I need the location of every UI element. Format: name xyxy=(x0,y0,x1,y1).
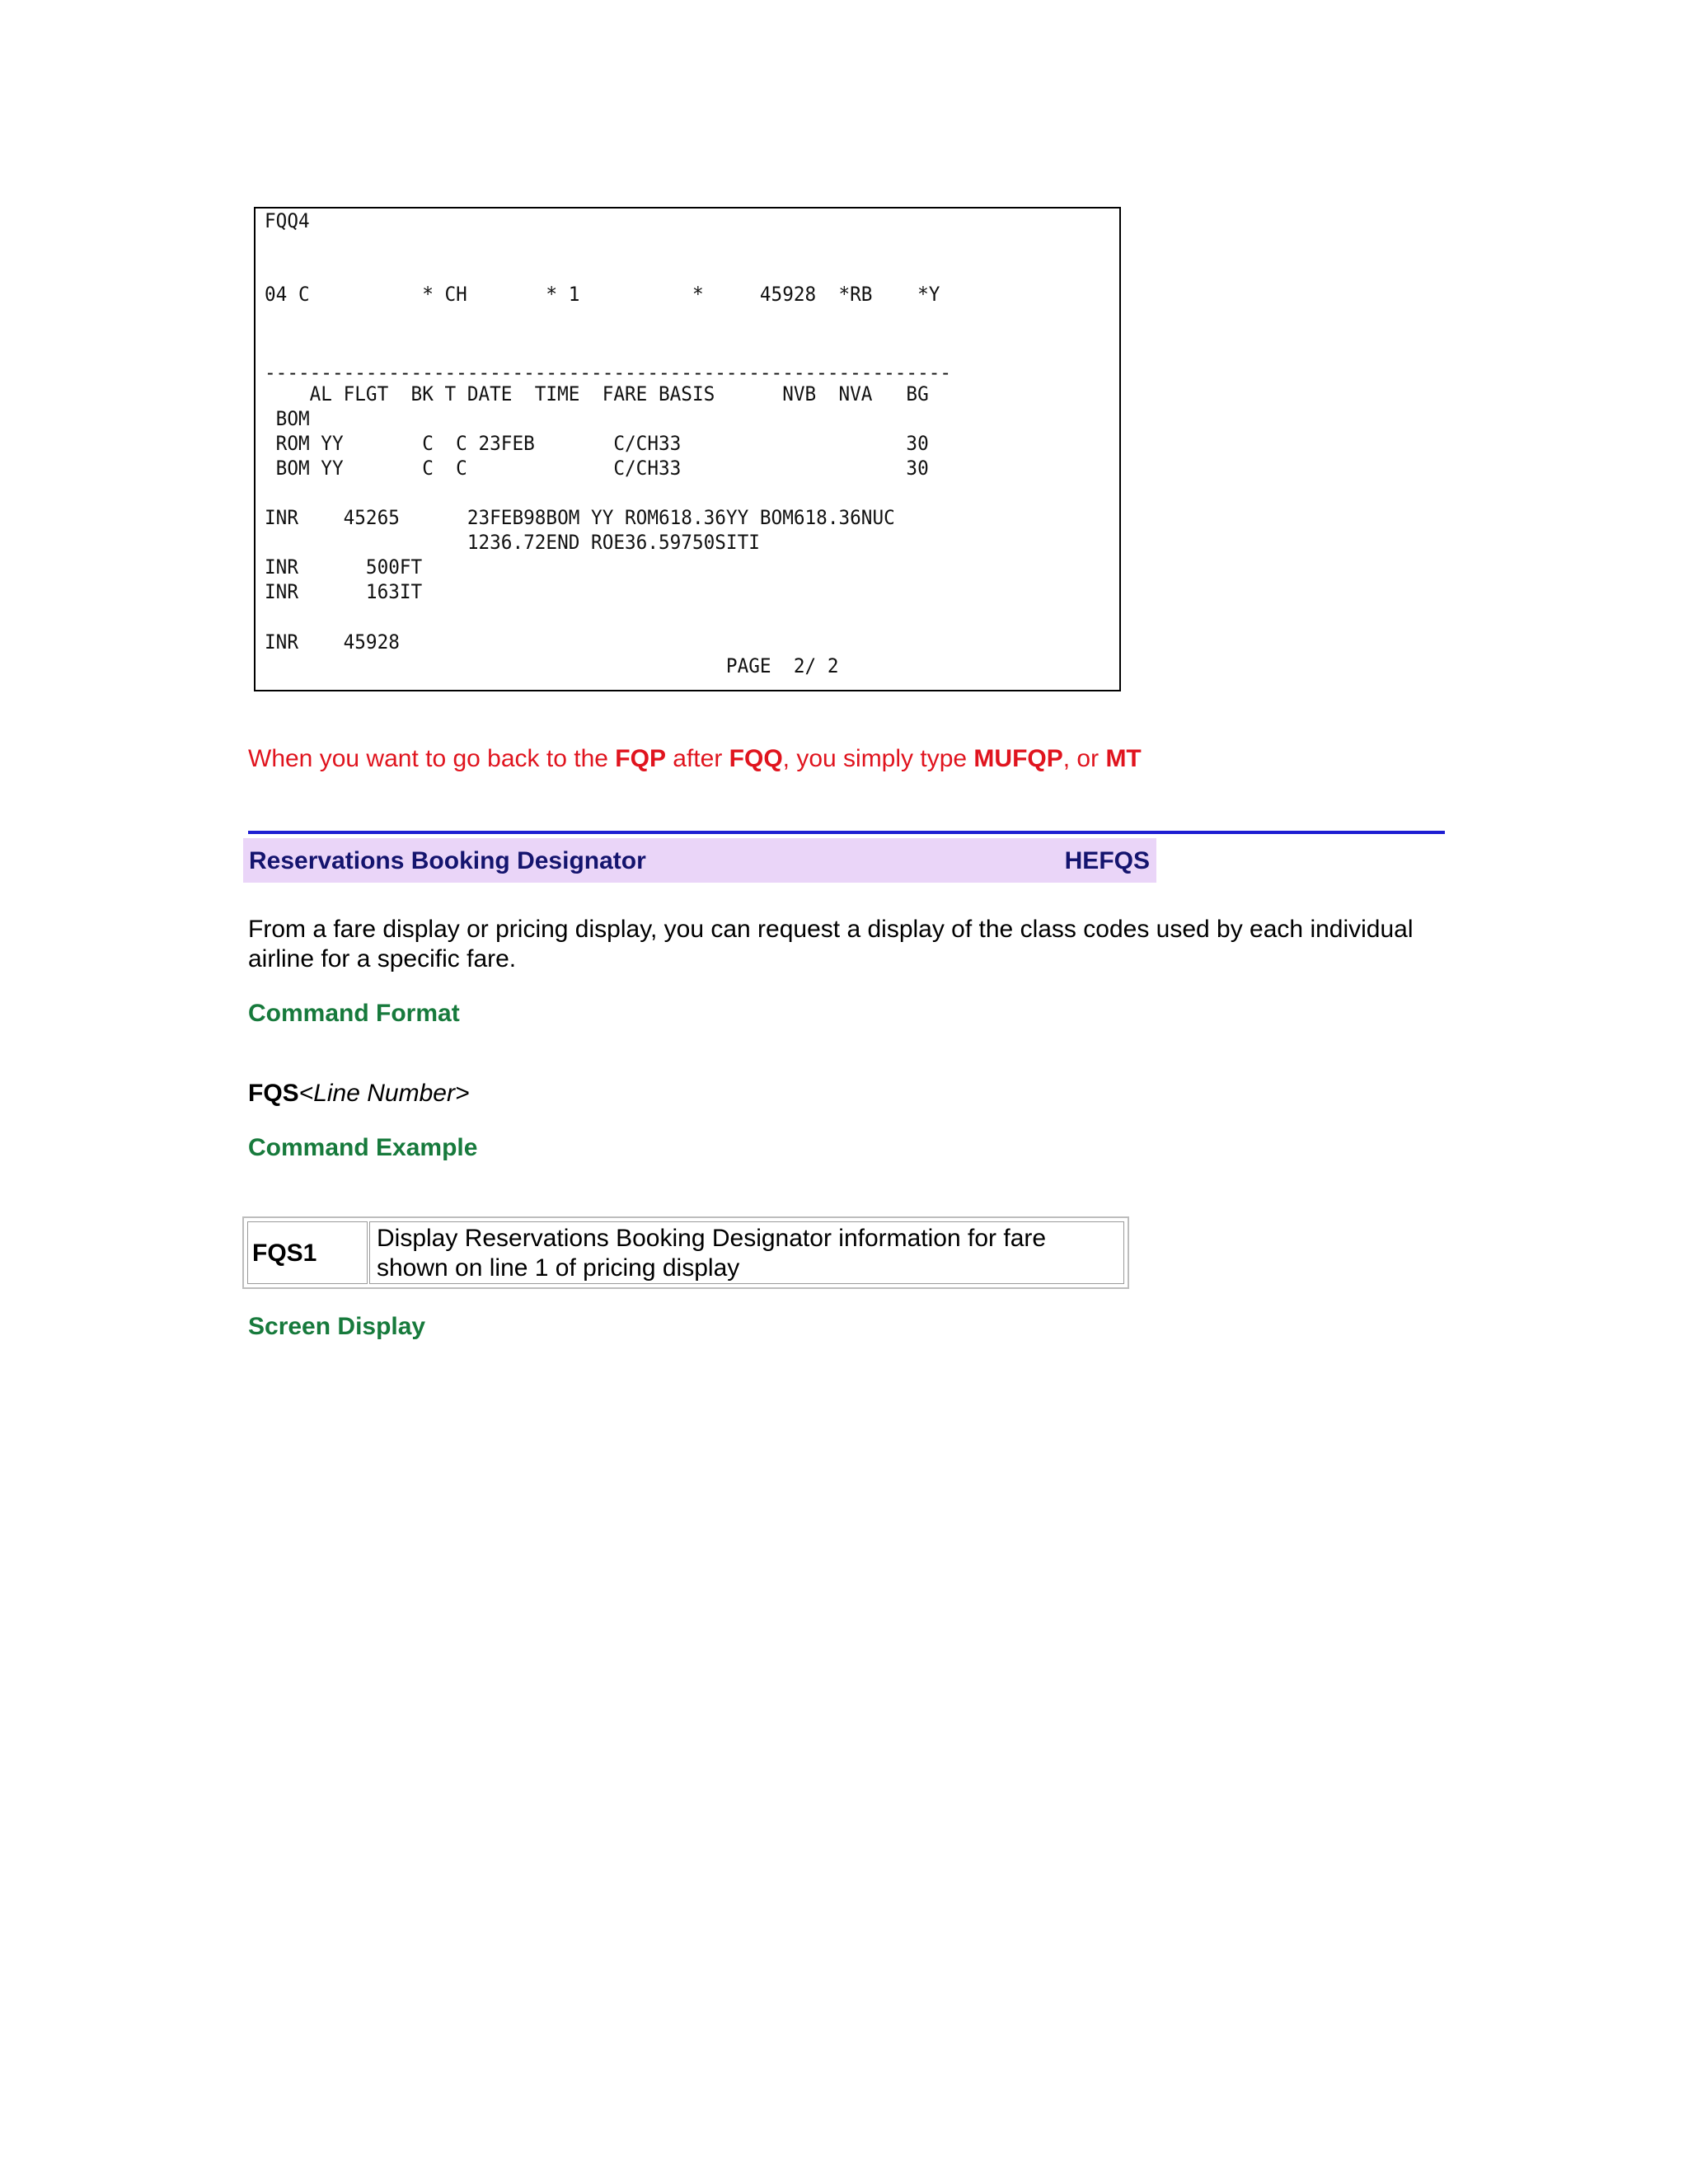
command-format xyxy=(248,1080,469,1108)
note-command-mufqp: MUFQP xyxy=(973,745,1063,772)
note-text: When you want to go back to the xyxy=(248,745,616,772)
section-header xyxy=(243,838,1156,883)
screen-line: INR 500FT xyxy=(265,555,423,579)
screen-line: INR 163IT xyxy=(265,579,423,603)
command-format-param: <Line Number> xyxy=(298,1080,470,1107)
command-example-table xyxy=(242,1216,1129,1289)
command-format-heading: Command Format xyxy=(248,1000,460,1027)
return-to-fqp-note xyxy=(248,745,1142,773)
note-command-fqp: FQP xyxy=(615,745,666,772)
note-text: , or xyxy=(1062,745,1106,772)
command-format-cmd: FQS xyxy=(248,1080,299,1107)
example-command-cell: FQS1 xyxy=(247,1221,368,1284)
section-divider xyxy=(248,831,1445,834)
screen-line: INR 45265 23FEB98BOM YY ROM618.36YY BOM618.36NUC xyxy=(265,505,895,529)
note-command-fqq: FQQ xyxy=(729,745,783,772)
screen-line: INR 45928 xyxy=(265,630,400,654)
screen-line: PAGE 2/ 2 xyxy=(265,654,839,677)
section-title: Reservations Booking Designator xyxy=(249,847,646,874)
screen-line: 1236.72END ROE36.59750SITI xyxy=(265,530,760,554)
note-command-mt: MT xyxy=(1105,745,1142,772)
example-description-cell: Display Reservations Booking Designator information for fare shown on line 1 of pricing display xyxy=(369,1221,1124,1284)
screen-line: FQQ4 xyxy=(265,209,310,232)
screen-line: BOM YY C C C/CH33 30 xyxy=(265,456,929,480)
screen-display-heading: Screen Display xyxy=(248,1313,426,1340)
screen-line: BOM xyxy=(265,406,310,430)
section-code: HEFQS xyxy=(1064,847,1150,874)
intro-paragraph: From a fare display or pricing display, you can request a display of the class codes used by each individual airline for a specific fare. xyxy=(248,916,1414,972)
note-text: after xyxy=(665,745,729,772)
command-example-heading: Command Example xyxy=(248,1134,478,1161)
screen-line: ------------------------------------------------------------- xyxy=(265,360,952,384)
screen-line: ROM YY C C 23FEB C/CH33 30 xyxy=(265,431,929,455)
note-text: , you simply type xyxy=(782,745,974,772)
screen-line: 04 C * CH * 1 * 45928 *RB *Y xyxy=(265,282,940,306)
terminal-screen xyxy=(254,207,1121,691)
screen-line: AL FLGT BK T DATE TIME FARE BASIS NVB NVA BG xyxy=(265,382,929,405)
